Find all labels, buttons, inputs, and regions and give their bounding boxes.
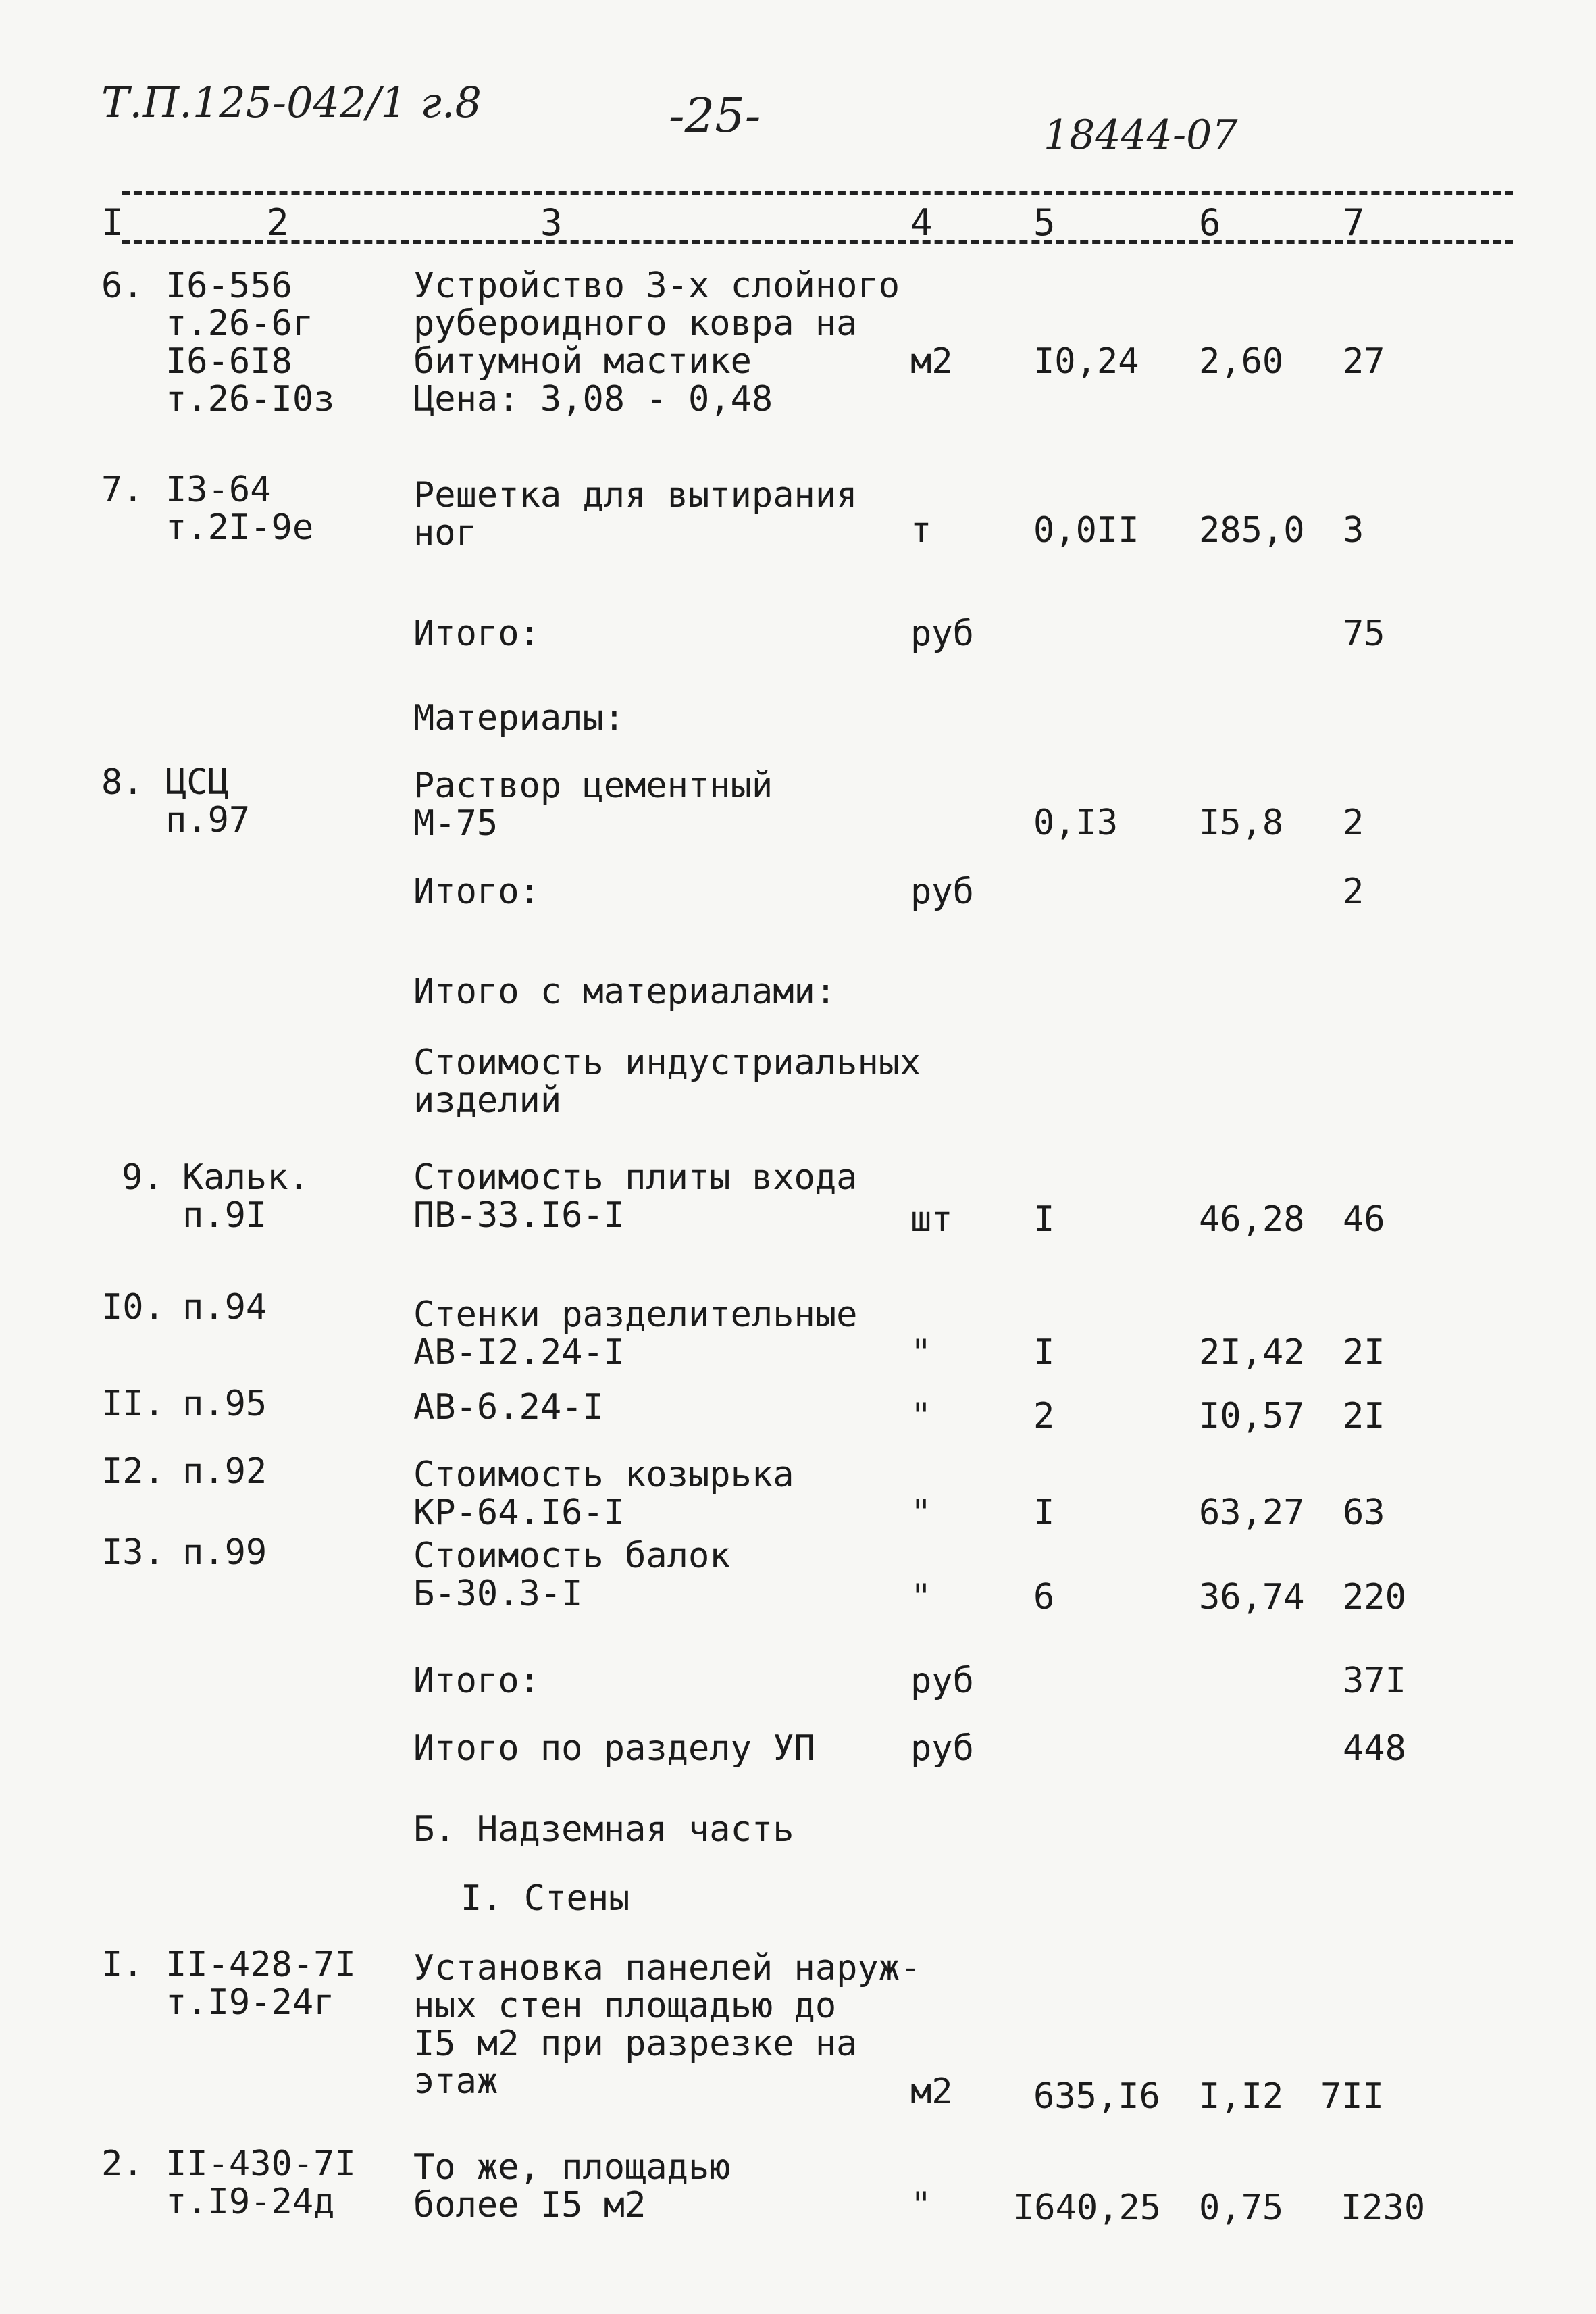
- row-10-desc-2: АВ-I2.24-I: [413, 1332, 625, 1373]
- row-12-number: I2.: [101, 1451, 165, 1492]
- row-b1-code-1: II-428-7I: [165, 1944, 356, 1985]
- row-7-desc-1: Решетка для вытирания: [413, 475, 858, 515]
- header-top-rule: [122, 191, 1513, 195]
- subtotal-3-unit: руб: [910, 1661, 974, 1701]
- row-7-code-2: т.2I-9е: [165, 507, 314, 548]
- row-12-price: 63,27: [1199, 1492, 1305, 1533]
- row-6-total: 27: [1343, 341, 1385, 382]
- total-with-materials-label: Итого с материалами:: [413, 972, 837, 1012]
- col-header-4: 4: [910, 201, 933, 244]
- row-9-price: 46,28: [1199, 1199, 1305, 1240]
- row-11-unit: ": [910, 1396, 932, 1436]
- row-6-qty: I0,24: [1033, 341, 1139, 382]
- row-b1-price: I,I2: [1199, 2076, 1284, 2117]
- row-6-unit: м2: [910, 341, 953, 382]
- col-header-6: 6: [1199, 201, 1221, 244]
- row-12-desc-2: КР-64.I6-I: [413, 1492, 625, 1533]
- subtotal-1-unit: руб: [910, 613, 974, 654]
- row-13-qty: 6: [1033, 1577, 1055, 1617]
- industrial-products-heading-1: Стоимость индустриальных: [413, 1042, 921, 1083]
- row-b1-desc-4: этаж: [413, 2061, 498, 2102]
- row-6-code-4: т.26-I0з: [165, 379, 335, 420]
- header-bottom-rule: [122, 240, 1513, 244]
- subtotal-3-label: Итого:: [413, 1661, 540, 1701]
- row-b2-code-2: т.I9-24д: [165, 2182, 335, 2222]
- section-total-unit: руб: [910, 1728, 974, 1769]
- row-9-unit: шт: [910, 1199, 953, 1240]
- row-b1-number: I.: [101, 1944, 144, 1985]
- row-7-code-1: I3-64: [165, 470, 272, 510]
- row-6-number: 6.: [101, 266, 144, 306]
- row-12-qty: I: [1033, 1492, 1055, 1533]
- row-11-total: 2I: [1343, 1396, 1385, 1436]
- row-11-number: II.: [101, 1384, 165, 1424]
- page-number: -25-: [669, 88, 761, 143]
- row-12-total: 63: [1343, 1492, 1385, 1533]
- subtotal-2-total: 2: [1343, 872, 1364, 912]
- row-7-number: 7.: [101, 470, 144, 510]
- row-b1-desc-2: ных стен площадью до: [413, 1986, 837, 2026]
- row-6-code-1: I6-556: [165, 266, 292, 306]
- row-8-desc-2: М-75: [413, 803, 498, 844]
- row-7-unit: т: [910, 510, 932, 551]
- row-b1-desc-1: Установка панелей наруж-: [413, 1948, 921, 1988]
- row-10-code: п.94: [182, 1287, 267, 1328]
- row-13-desc-2: Б-30.3-I: [413, 1574, 583, 1614]
- subtotal-3-total: 37I: [1343, 1661, 1406, 1701]
- row-8-total: 2: [1343, 803, 1364, 843]
- row-b1-desc-3: I5 м2 при разрезке на: [413, 2023, 858, 2064]
- row-9-qty: I: [1033, 1199, 1055, 1240]
- row-9-desc-2: ПВ-33.I6-I: [413, 1195, 625, 1236]
- row-11-code: п.95: [182, 1384, 267, 1424]
- row-11-desc-1: АВ-6.24-I: [413, 1387, 604, 1428]
- document-number: 18444-07: [1044, 111, 1238, 159]
- row-8-code-1: ЦСЦ: [165, 762, 229, 803]
- row-b2-unit: ": [910, 2185, 932, 2225]
- row-b1-total: 7II: [1320, 2076, 1384, 2117]
- row-6-price: 2,60: [1199, 341, 1284, 382]
- row-8-desc-1: Раствор цементный: [413, 765, 773, 806]
- row-b2-code-1: II-430-7I: [165, 2144, 356, 2184]
- row-9-desc-1: Стоимость плиты входа: [413, 1157, 858, 1198]
- row-13-desc-1: Стоимость балок: [413, 1536, 731, 1576]
- row-10-price: 2I,42: [1199, 1332, 1305, 1373]
- col-header-2: 2: [267, 201, 289, 244]
- row-6-desc-2: рубероидного ковра на: [413, 303, 858, 344]
- col-header-3: 3: [540, 201, 563, 244]
- col-header-7: 7: [1343, 201, 1365, 244]
- subtotal-1-total: 75: [1343, 613, 1385, 654]
- industrial-products-heading-2: изделий: [413, 1080, 562, 1121]
- row-10-unit: ": [910, 1332, 932, 1373]
- row-7-desc-2: ног: [413, 513, 477, 553]
- row-12-code: п.92: [182, 1451, 267, 1492]
- row-7-qty: 0,0II: [1033, 510, 1139, 551]
- subtotal-2-unit: руб: [910, 872, 974, 912]
- row-12-desc-1: Стоимость козырька: [413, 1455, 794, 1495]
- col-header-1: I: [101, 201, 124, 244]
- row-9-total: 46: [1343, 1199, 1385, 1240]
- row-10-total: 2I: [1343, 1332, 1385, 1373]
- row-10-qty: I: [1033, 1332, 1055, 1373]
- row-10-desc-1: Стенки разделительные: [413, 1294, 858, 1335]
- row-6-code-2: т.26-6г: [165, 303, 314, 344]
- row-b2-qty: I640,25: [1013, 2188, 1162, 2228]
- row-8-price: I5,8: [1199, 803, 1284, 843]
- row-9-code-1: Кальк.: [182, 1157, 309, 1198]
- materials-heading: Материалы:: [413, 698, 625, 738]
- row-8-number: 8.: [101, 762, 144, 803]
- row-13-code: п.99: [182, 1532, 267, 1573]
- corner-reference: Т.П.125-042/1 г.8: [101, 78, 482, 127]
- row-b2-total: I230: [1341, 2188, 1426, 2228]
- row-6-code-3: I6-6I8: [165, 341, 292, 382]
- section-b-heading: Б. Надземная часть: [413, 1809, 794, 1850]
- row-b1-qty: 635,I6: [1033, 2076, 1160, 2117]
- row-11-price: I0,57: [1199, 1396, 1305, 1436]
- row-9-number: 9.: [122, 1157, 164, 1198]
- row-b2-desc-2: более I5 м2: [413, 2185, 646, 2225]
- row-b2-number: 2.: [101, 2144, 144, 2184]
- row-7-total: 3: [1343, 510, 1364, 551]
- section-total-value: 448: [1343, 1728, 1406, 1769]
- row-b2-price: 0,75: [1199, 2188, 1284, 2228]
- row-13-number: I3.: [101, 1532, 165, 1573]
- row-6-desc-1: Устройство 3-х слойного: [413, 266, 900, 306]
- row-7-price: 285,0: [1199, 510, 1305, 551]
- row-b2-desc-1: То же, площадью: [413, 2147, 731, 2188]
- row-13-price: 36,74: [1199, 1577, 1305, 1617]
- row-6-desc-4: Цена: 3,08 - 0,48: [413, 379, 773, 420]
- row-10-number: I0.: [101, 1287, 165, 1328]
- row-b1-code-2: т.I9-24г: [165, 1982, 335, 2023]
- row-11-qty: 2: [1033, 1396, 1055, 1436]
- row-8-code-2: п.97: [165, 800, 251, 840]
- subtotal-2-label: Итого:: [413, 872, 540, 912]
- row-12-unit: ": [910, 1492, 932, 1533]
- section-total-label: Итого по разделу УП: [413, 1728, 815, 1769]
- subtotal-1-label: Итого:: [413, 613, 540, 654]
- walls-subheading: I. Стены: [461, 1878, 630, 1919]
- row-8-qty: 0,I3: [1033, 803, 1118, 843]
- row-9-code-2: п.9I: [182, 1195, 267, 1236]
- row-b1-unit: м2: [910, 2071, 953, 2112]
- row-13-total: 220: [1343, 1577, 1406, 1617]
- col-header-5: 5: [1033, 201, 1056, 244]
- row-6-desc-3: битумной мастике: [413, 341, 752, 382]
- row-13-unit: ": [910, 1577, 932, 1617]
